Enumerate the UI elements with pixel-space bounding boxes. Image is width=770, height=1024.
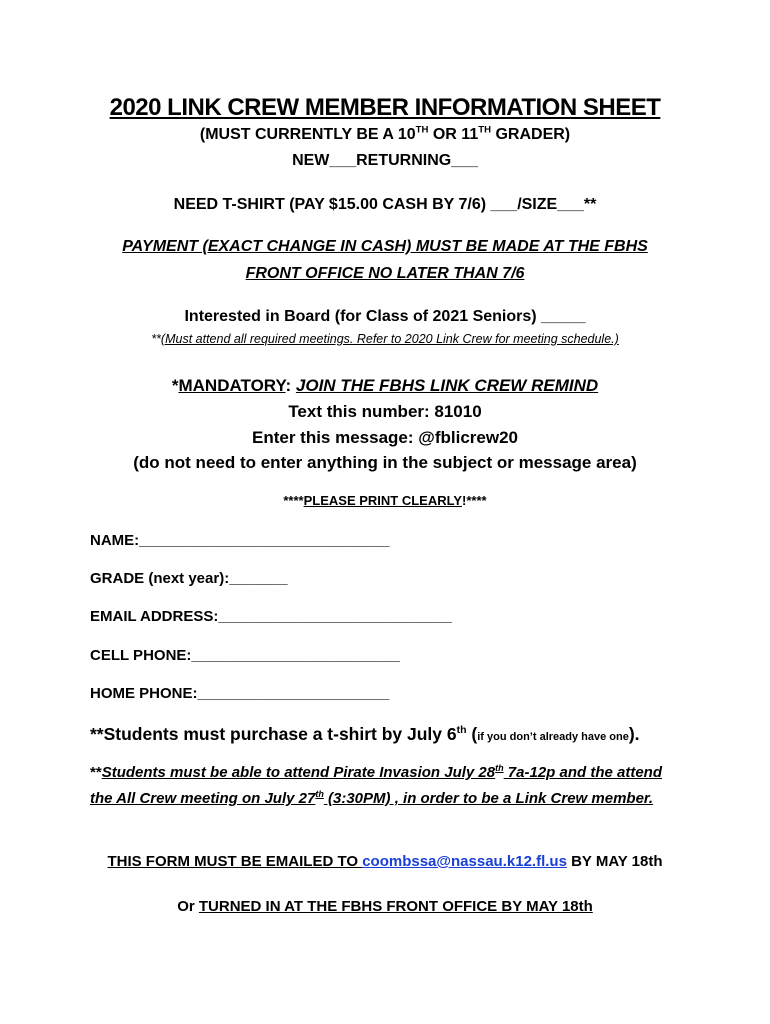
grade-requirement: (MUST CURRENTLY BE A 10TH OR 11TH GRADER) [199, 124, 571, 143]
grade-field[interactable]: GRADE (next year):_______ [90, 570, 288, 587]
pirate-invasion-note: **Students must be able to attend Pirate Invasion July 28th 7a-12p and the attend the All Crew meeting on July 27th (3:30PM) , in order to be a Link Crew member. [90, 763, 662, 807]
board-note: **(Must attend all required meetings. Refer to 2020 Link Crew for meeting schedule.) [151, 332, 619, 346]
remind-note: (do not need to enter anything in the subject or message area) [133, 453, 637, 472]
home-phone-field[interactable]: HOME PHONE:_______________________ [90, 685, 390, 702]
email-field[interactable]: EMAIL ADDRESS:____________________________ [90, 608, 452, 625]
payment-line-1: PAYMENT (EXACT CHANGE IN CASH) MUST BE MADE AT THE FBHS [122, 238, 648, 255]
print-clearly-note: ****PLEASE PRINT CLEARLY!**** [283, 493, 487, 508]
cell-phone-field[interactable]: CELL PHONE:_________________________ [90, 647, 400, 664]
new-returning-line: NEW___RETURNING___ [292, 152, 478, 169]
turn-in-instruction: Or TURNED IN AT THE FBHS FRONT OFFICE BY MAY 18th [177, 898, 593, 915]
remind-heading: *MANDATORY: JOIN THE FBHS LINK CREW REMIND [171, 376, 599, 395]
tshirt-line: NEED T-SHIRT (PAY $15.00 CASH BY 7/6) ___/SIZE___** [173, 196, 597, 213]
board-interest-line: Interested in Board (for Class of 2021 Seniors) _____ [184, 308, 586, 325]
email-instruction: THIS FORM MUST BE EMAILED TO coombssa@nassau.k12.fl.us BY MAY 18th [107, 853, 663, 870]
page-title: 2020 LINK CREW MEMBER INFORMATION SHEET [109, 94, 661, 121]
name-field[interactable]: NAME:______________________________ [90, 532, 390, 549]
coordinator-email-link[interactable]: coombssa@nassau.k12.fl.us [362, 853, 567, 870]
remind-message: Enter this message: @fblicrew20 [251, 428, 518, 447]
tshirt-notice: **Students must purchase a t-shirt by July 6th (if you don’t already have one). [90, 724, 640, 744]
remind-text-number: Text this number: 81010 [288, 402, 482, 421]
payment-line-2: FRONT OFFICE NO LATER THAN 7/6 [245, 265, 525, 282]
